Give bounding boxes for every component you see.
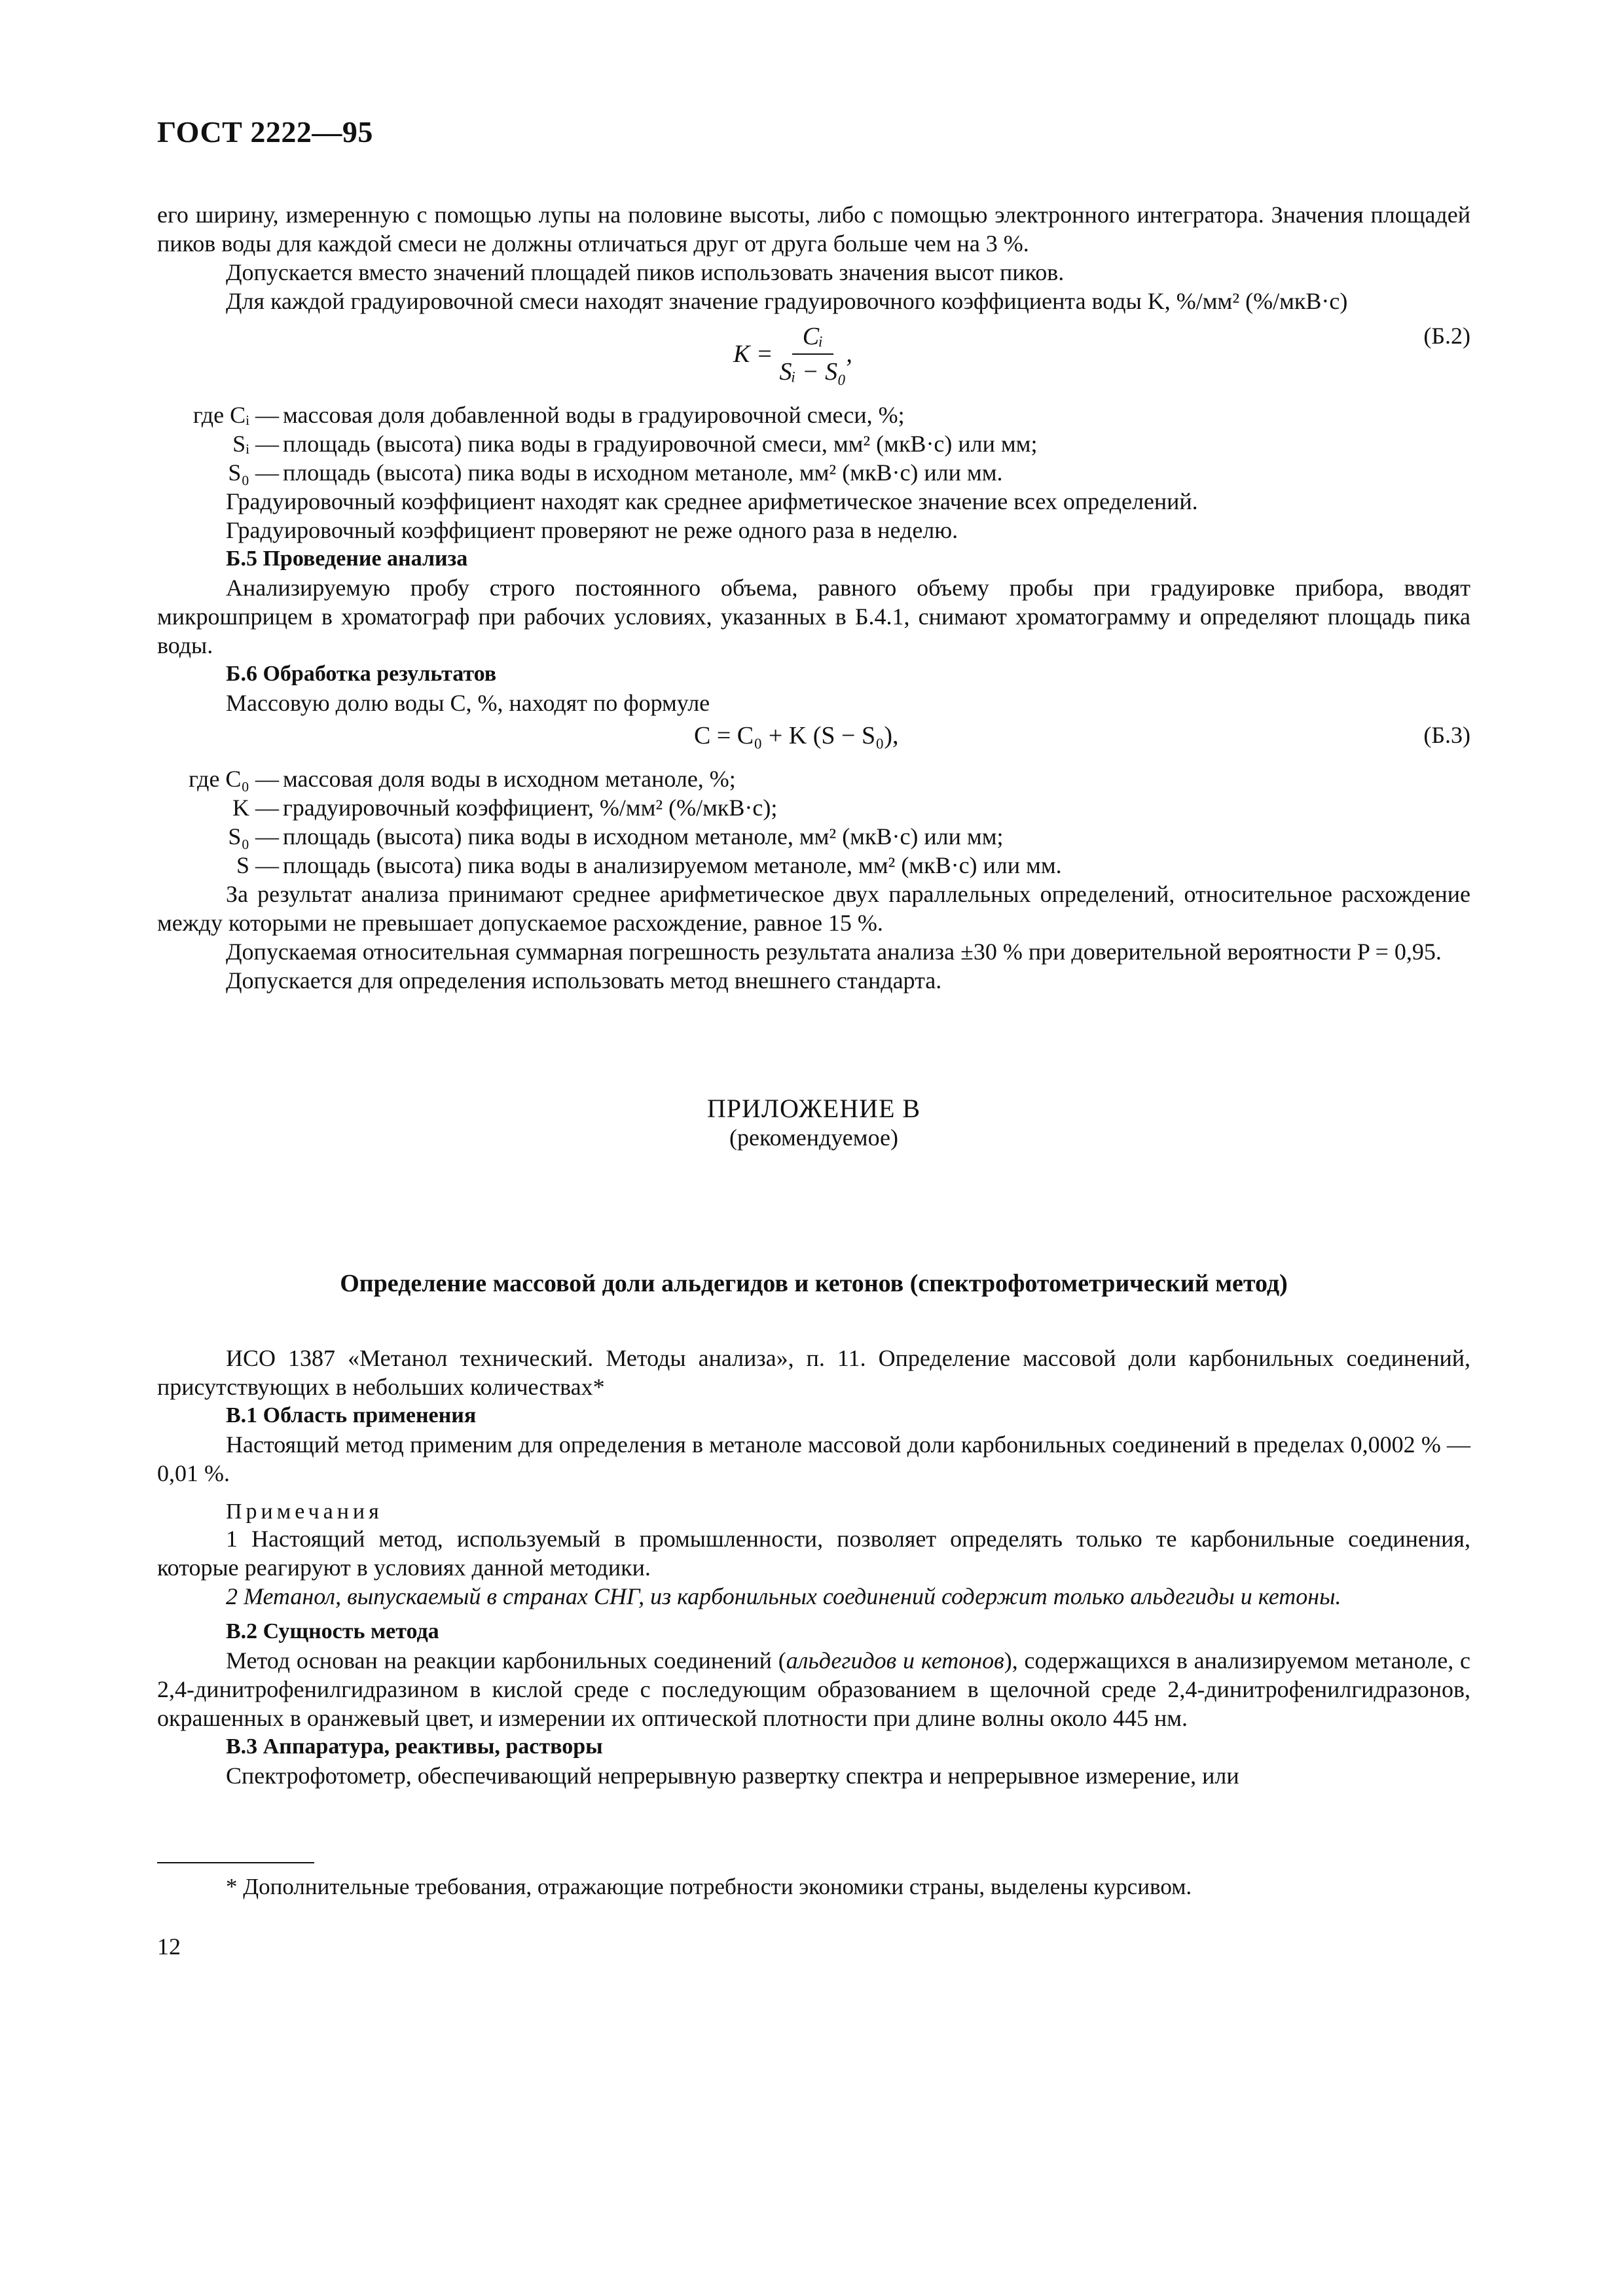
- paragraph: Спектрофотометр, обеспечивающий непрерывную развертку спектра и непрерывное измерение, или: [226, 1763, 1239, 1789]
- section-heading-v3: В.3 Аппаратура, реактивы, растворы: [226, 1734, 603, 1759]
- paragraph: Анализируемую пробу строго постоянного объема, равного объему пробы при градуировке прибора, вводят микрошприцем в хроматограф при рабочих условиях, указанных в Б.4.1, снимают хроматограмму и определяют площадь пика воды.: [157, 575, 1470, 658]
- paragraph: Допускаемая относительная суммарная погрешность результата анализа ±30 % при доверительной вероятности P = 0,95.: [226, 939, 1442, 965]
- footnote: * Дополнительные требования, отражающие потребности экономики страны, выделены курсивом.: [226, 1874, 1192, 1899]
- formula-fraction: [733, 322, 852, 386]
- definition-row: [157, 793, 1470, 822]
- section-title: Определение массовой доли альдегидов и кетонов (спектрофотометрический метод): [340, 1270, 1288, 1297]
- definitions-b2: [157, 401, 1470, 487]
- definition-row: [157, 851, 1470, 880]
- definition-symbol: S₀ —: [228, 459, 279, 486]
- definitions-b3: [157, 764, 1470, 880]
- definition-symbol: где Cᵢ —: [192, 402, 279, 428]
- definition-text: площадь (высота) пика воды в исходном метаноле, мм² (мкВ·с) или мм;: [283, 823, 1004, 850]
- formula-expression: C = C₀ + K (S − S₀),: [694, 722, 899, 749]
- formula-number: (Б.2): [1423, 323, 1470, 349]
- definition-symbol: Sᵢ —: [232, 431, 279, 457]
- paragraph: Градуировочный коэффициент проверяют не реже одного раза в неделю.: [226, 517, 958, 543]
- paragraph: Массовую долю воды C, %, находят по формуле: [226, 690, 710, 716]
- definition-text: площадь (высота) пика воды в градуировочной смеси, мм² (мкВ·с) или мм;: [283, 431, 1038, 457]
- paragraph: его ширину, измеренную с помощью лупы на половине высоты, либо с помощью электронного интегратора. Значения площадей пиков воды для каждой смеси не должны отличаться друг от друга больше чем на 3 %.: [157, 202, 1470, 257]
- definition-text: массовая доля добавленной воды в градуировочной смеси, %;: [283, 402, 905, 428]
- notes-heading: Примечания: [226, 1499, 383, 1524]
- section-heading-b6: Б.6 Обработка результатов: [226, 662, 497, 686]
- definition-row: [157, 764, 1470, 793]
- document-header: ГОСТ 2222—95: [157, 115, 373, 149]
- formula-numerator: Cᵢ: [792, 322, 833, 355]
- formula-lhs: K =: [733, 340, 773, 368]
- definition-row: [157, 458, 1470, 487]
- note-2: 2 Метанол, выпускаемый в странах СНГ, из карбонильных соединений содержит только альдегиды и кетоны.: [226, 1583, 1341, 1609]
- formula-b3: [157, 721, 1470, 761]
- document-page: [157, 115, 1470, 1960]
- note-1: 1 Настоящий метод, используемый в промышленности, позволяет определять только те карбонильные соединения, которые реагируют в условиях данной методики.: [157, 1526, 1470, 1581]
- text-span: ), содержащихся в анализируемом метаноле, с 2,4-динитрофенилгидразином в кислой среде с последующим образованием в щелочной среде 2,4-динитрофенилгидразонов, окрашенных в оранжевый цвет, и измерении их оптической плотности при длине волны около 445 нм.: [157, 1647, 1470, 1731]
- appendix-title: ПРИЛОЖЕНИЕ В: [706, 1094, 921, 1123]
- section-heading-v2: В.2 Сущность метода: [226, 1619, 439, 1643]
- definition-symbol: S —: [236, 852, 279, 878]
- footnote-divider: [157, 1862, 314, 1863]
- section-heading-b5: Б.5 Проведение анализа: [226, 547, 468, 571]
- page-number: 12: [157, 1933, 181, 1960]
- paragraph: Для каждой градуировочной смеси находят значение градуировочного коэффициента воды K, %/мм² (%/мкВ·с): [226, 288, 1348, 314]
- formula-denominator: Sᵢ − S₀: [779, 358, 847, 386]
- definition-symbol: K —: [232, 795, 279, 821]
- paragraph: Допускается вместо значений площадей пиков использовать значения высот пиков.: [226, 259, 1065, 285]
- appendix-subtitle: (рекомендуемое): [729, 1124, 898, 1151]
- definition-symbol: S₀ —: [228, 823, 279, 850]
- definition-text: площадь (высота) пика воды в исходном метаноле, мм² (мкВ·с) или мм.: [283, 459, 1003, 486]
- paragraph: Допускается для определения использовать метод внешнего стандарта.: [226, 967, 942, 994]
- definition-row: [157, 401, 1470, 429]
- definition-text: площадь (высота) пика воды в анализируемом метаноле, мм² (мкВ·с) или мм.: [283, 852, 1062, 878]
- italic-span: альдегидов и кетонов: [786, 1647, 1004, 1674]
- paragraph: За результат анализа принимают среднее арифметическое двух параллельных определений, относительное расхождение между которыми не превышает допускаемое расхождение, равное 15 %.: [157, 881, 1470, 936]
- definition-row: [157, 822, 1470, 851]
- definition-text: массовая доля воды в исходном метаноле, %;: [283, 766, 736, 792]
- formula-b2: [157, 322, 1470, 394]
- paragraph: Градуировочный коэффициент находят как среднее арифметическое значение всех определений.: [226, 488, 1198, 514]
- paragraph: Настоящий метод применим для определения в метаноле массовой доли карбонильных соединений в пределах 0,0002 % — 0,01 %.: [157, 1431, 1470, 1486]
- definition-symbol: где C₀ —: [189, 766, 279, 792]
- paragraph: ИСО 1387 «Метанол технический. Методы анализа», п. 11. Определение массовой доли карбонильных соединений, присутствующих в небольших количествах*: [157, 1345, 1470, 1400]
- definition-text: градуировочный коэффициент, %/мм² (%/мкВ·с);: [283, 795, 778, 821]
- formula-number: (Б.3): [1423, 722, 1470, 748]
- paragraph: [157, 1646, 1470, 1732]
- formula-tail: ,: [846, 340, 852, 368]
- text-span: Метод основан на реакции карбонильных соединений (: [226, 1647, 786, 1674]
- definition-row: [157, 429, 1470, 458]
- section-heading-v1: В.1 Область применения: [226, 1403, 477, 1427]
